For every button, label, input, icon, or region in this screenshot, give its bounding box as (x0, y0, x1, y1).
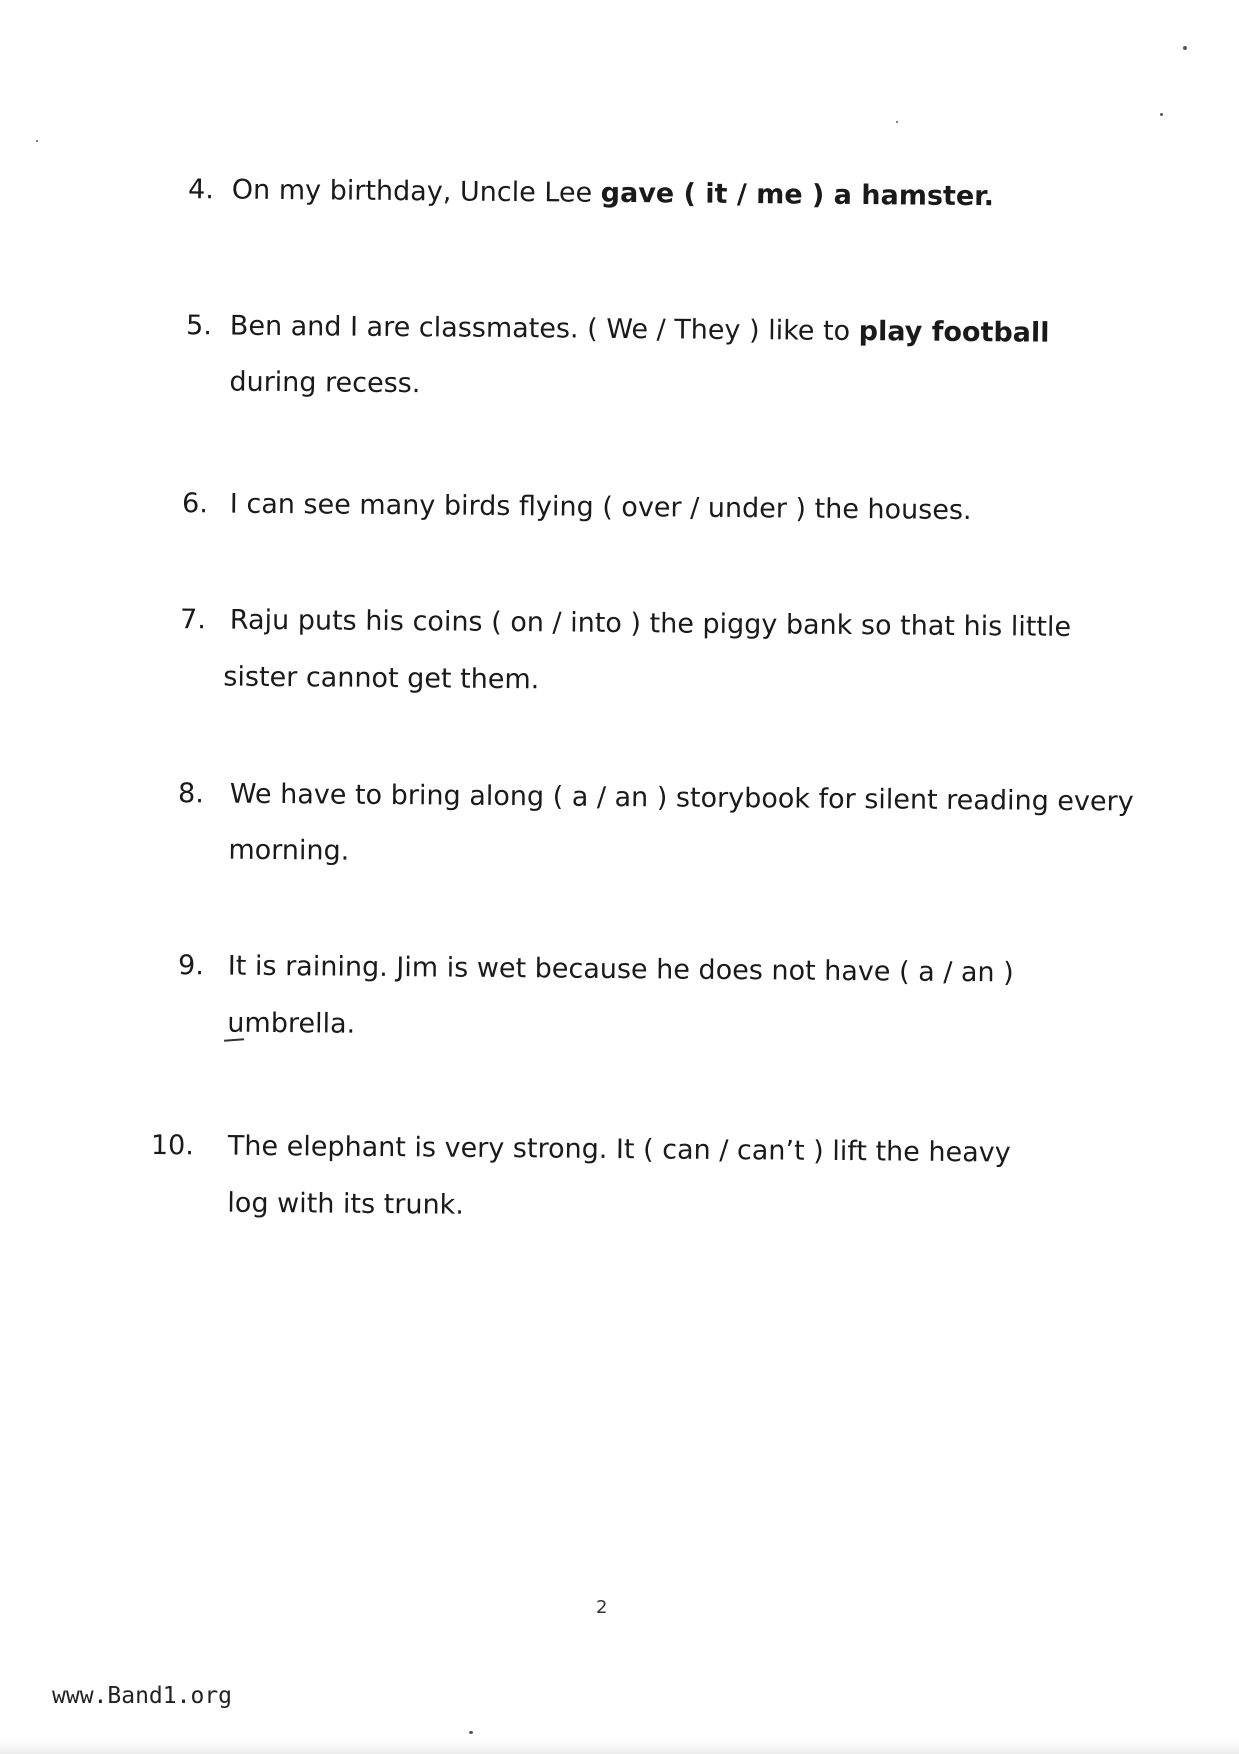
question-text-continued: umbrella. (227, 1007, 356, 1040)
question-text: It is raining. Jim is wet because he does not have ( a / an ) (227, 950, 1014, 989)
question-text: We have to bring along ( a / an ) storybook for silent reading every (229, 778, 1134, 818)
scan-speck (1183, 46, 1187, 50)
question-text: I can see many birds flying ( over / under ) the houses. (229, 488, 972, 527)
question-text: On my birthday, Uncle Lee gave ( it / me ) a hamster. (231, 174, 995, 213)
scan-speck (896, 121, 898, 123)
question-text-continued: log with its trunk. (227, 1187, 464, 1221)
page-number: 2 (596, 1597, 608, 1618)
website-footer[interactable]: www.Band1.org (52, 1683, 233, 1709)
scan-speck (1160, 113, 1163, 116)
question-number: 10. (150, 1130, 195, 1162)
question-number: 6. (181, 488, 209, 520)
question-number: 9. (177, 950, 205, 982)
question-text-continued: during recess. (229, 366, 421, 400)
question-text: Ben and I are classmates. ( We / They ) like to play football (229, 310, 1050, 349)
pencil-mark (224, 1035, 244, 1041)
question-text: Raju puts his coins ( on / into ) the piggy bank so that his little (229, 604, 1072, 643)
question-text: The elephant is very strong. It ( can / can’t ) lift the heavy (227, 1130, 1011, 1169)
question-number: 7. (179, 604, 207, 636)
question-number: 5. (185, 310, 213, 342)
scan-speck (469, 1731, 473, 1734)
question-number: 4. (187, 174, 215, 206)
question-text-continued: morning. (228, 834, 350, 867)
scan-speck (36, 140, 38, 142)
question-number: 8. (177, 778, 205, 810)
question-text-continued: sister cannot get them. (223, 661, 540, 696)
scan-edge (0, 1740, 1239, 1754)
